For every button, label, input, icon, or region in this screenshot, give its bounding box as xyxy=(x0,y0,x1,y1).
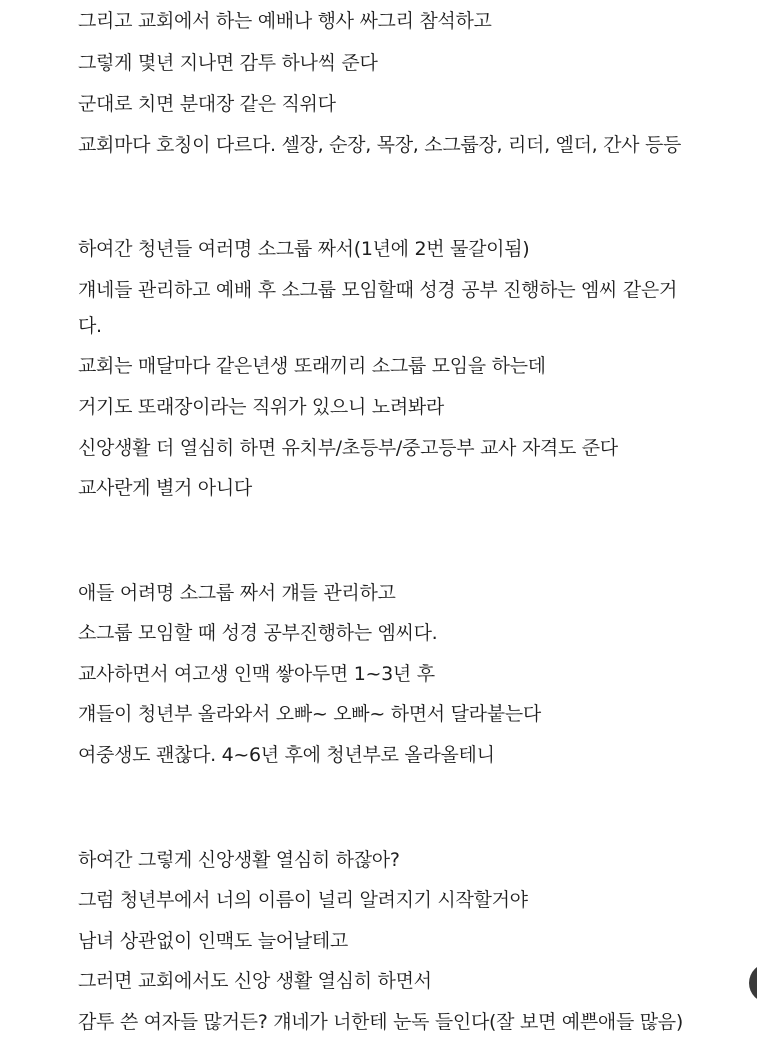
text-line: 걔네들 관리하고 예배 후 소그룹 모임할때 성경 공부 진행하는 엠씨 같은거 xyxy=(78,279,678,301)
text-line: 하여간 청년들 여러명 소그룹 짜서(1년에 2번 물갈이됨) xyxy=(78,238,530,260)
text-line: 애들 어려명 소그룹 짜서 걔들 관리하고 xyxy=(78,582,396,604)
text-line: 소그룹 모임할 때 성경 공부진행하는 엠씨다. xyxy=(78,622,438,644)
text-line: 그러면 교회에서도 신앙 생활 열심히 하면서 xyxy=(78,970,432,992)
text-line: 다. xyxy=(78,315,102,337)
text-line: 교회는 매달마다 같은년생 또래끼리 소그룹 모임을 하는데 xyxy=(78,355,546,377)
text-line: 그리고 교회에서 하는 예배나 행사 싸그리 참석하고 xyxy=(78,10,492,32)
text-line: 그렇게 몇년 지나면 감투 하나씩 준다 xyxy=(78,52,378,74)
text-line: 감투 쓴 여자들 많거든? 걔네가 너한테 눈독 들인다(잘 보면 예쁜애들 많음) xyxy=(78,1011,683,1033)
text-line: 그럼 청년부에서 너의 이름이 널리 알려지기 시작할거야 xyxy=(78,889,528,911)
text-line: 남녀 상관없이 인맥도 늘어날테고 xyxy=(78,930,348,952)
text-line: 하여간 그렇게 신앙생활 열심히 하잖아? xyxy=(78,849,400,871)
text-line: 신앙생활 더 열심히 하면 유치부/초등부/중고등부 교사 자격도 준다 xyxy=(78,437,618,459)
text-line: 교사하면서 여고생 인맥 쌓아두면 1~3년 후 xyxy=(78,663,435,685)
text-line: 군대로 치면 분대장 같은 직위다 xyxy=(78,93,336,115)
text-line: 여중생도 괜찮다. 4~6년 후에 청년부로 올라올테니 xyxy=(78,744,495,766)
text-line: 거기도 또래장이라는 직위가 있으니 노려봐라 xyxy=(78,396,444,418)
text-line: 교회마다 호칭이 다르다. 셀장, 순장, 목장, 소그룹장, 리더, 엘더, 간사 등등 xyxy=(78,134,682,156)
text-line: 교사란게 별거 아니다 xyxy=(78,477,252,499)
text-line: 걔들이 청년부 올라와서 오빠~ 오빠~ 하면서 달라붙는다 xyxy=(78,703,541,725)
